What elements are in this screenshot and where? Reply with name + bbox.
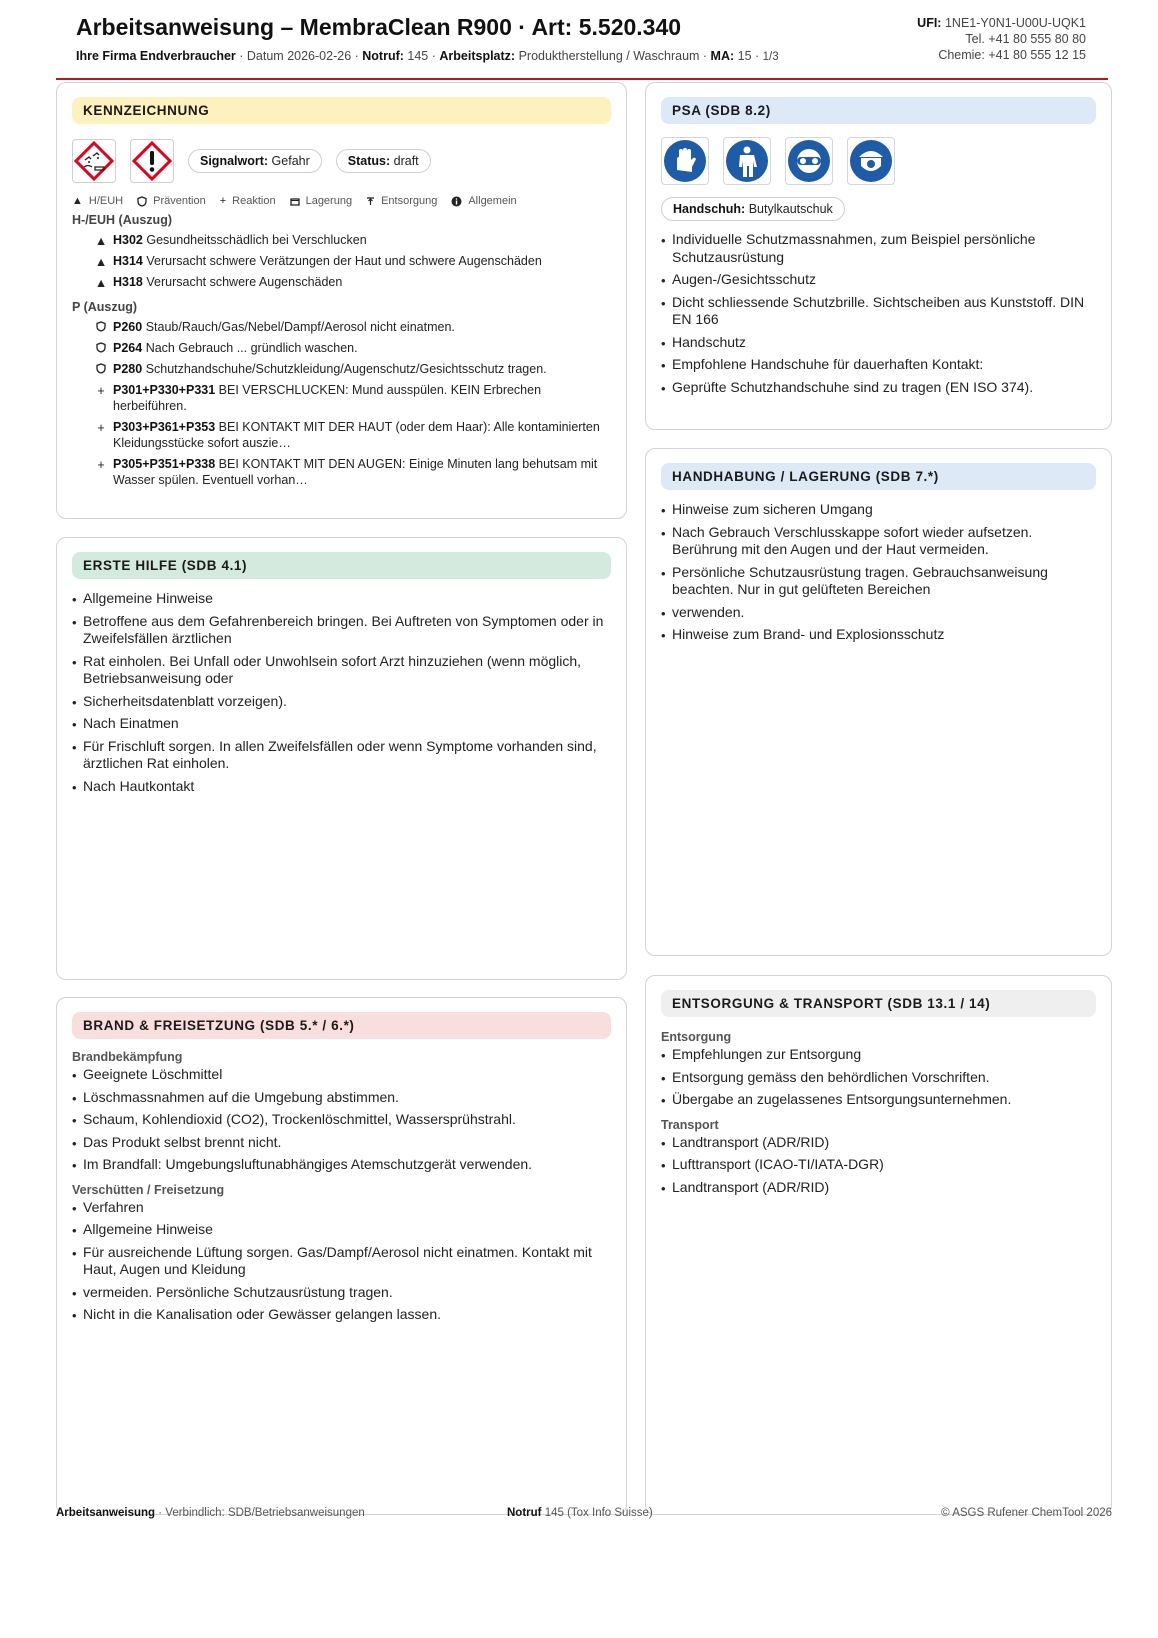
entsorgung-body (661, 1024, 1096, 1201)
panel-title: KENNZEICHNUNG (72, 97, 611, 124)
p-statement: + P301+P330+P331 BEI VERSCHLUCKEN: Mund ausspülen. KEIN Erbrechen herbeiführen. (72, 382, 611, 414)
psa-body (661, 135, 1096, 401)
warning-triangle-icon: ▲ (94, 255, 108, 269)
list-item: • Das Produkt selbst brennt nicht. (72, 1134, 611, 1152)
plus-icon: + (219, 195, 227, 207)
date-label: Datum (246, 49, 284, 63)
list-item: • Schaum, Kohlendioxid (CO2), Trockenlöschmittel, Wassersprühstrahl. (72, 1111, 611, 1129)
disposal-icon (366, 196, 375, 206)
panel-entsorgung-transport (645, 975, 1112, 1515)
signalwort-label: Signalwort: (200, 154, 269, 168)
legend-item: Prävention (137, 195, 206, 207)
date-value: 2026-02-26 (287, 49, 352, 63)
warning-triangle-icon: ▲ (94, 276, 108, 290)
header-subline: Ihre Firma Endverbraucher · Datum 2026-02-26 · Notruf: 145 · Arbeitsplatz: Produktherstellung / Waschraum · MA: 15 · 1/3 (76, 49, 779, 63)
arbeitsplatz-label: Arbeitsplatz: (439, 49, 516, 63)
pictogram-row (72, 137, 611, 185)
storage-box-icon (290, 197, 300, 206)
shield-icon (94, 320, 108, 336)
list-item: • verwenden. (661, 604, 1096, 622)
protective-clothing-icon (723, 137, 771, 185)
brand-body (72, 1044, 611, 1329)
shield-icon (137, 196, 147, 207)
list-item: • Augen-/Gesichtsschutz (661, 271, 1096, 289)
ma-label: MA: (710, 49, 735, 63)
entsorgung-list (661, 1046, 1096, 1109)
ma-value: 15 (737, 49, 752, 63)
signalwort-badge (188, 149, 322, 173)
h-statement: ▲ H302 Gesundheitsschädlich bei Verschlucken (94, 233, 367, 248)
list-item: • Landtransport (ADR/RID) (661, 1179, 1096, 1197)
shield-icon (94, 362, 108, 378)
list-item: • Entsorgung gemäss den behördlichen Vorschriften. (661, 1069, 1096, 1087)
erste-hilfe-body (72, 590, 611, 800)
panel-erste-hilfe (56, 537, 627, 980)
warning-triangle-icon: ▲ (72, 195, 83, 207)
header-divider (56, 78, 1108, 80)
panel-title: ERSTE HILFE (SDB 4.1) (72, 552, 611, 579)
shield-icon (94, 341, 108, 357)
p-statement-list (72, 319, 611, 488)
handhabung-body (661, 501, 1096, 649)
kennzeichnung-body (72, 135, 611, 488)
page-header (56, 12, 1108, 80)
plus-icon: + (97, 458, 105, 472)
h-statement: ▲ H314 Verursacht schwere Verätzungen der Haut und schwere Augenschäden (94, 254, 542, 269)
list-item: • Hinweise zum sicheren Umgang (661, 501, 1096, 519)
list-item: • Geeignete Löschmittel (72, 1066, 611, 1084)
ufi-label: UFI: (917, 16, 942, 30)
ufi-value: 1NE1-Y0N1-U00U-UQK1 (944, 16, 1086, 30)
h-statement-list (72, 232, 611, 290)
status-value: draft (393, 154, 419, 168)
list-item: • Handschutz (661, 334, 1096, 352)
list-item: • Im Brandfall: Umgebungsluftunabhängiges Atemschutzgerät verwenden. (72, 1156, 611, 1174)
entsorgung-subtitle: Entsorgung (661, 1030, 732, 1044)
legend-item: Lagerung (290, 195, 353, 207)
list-item: • Empfohlene Handschuhe für dauerhaften Kontakt: (661, 356, 1096, 374)
p-statement: + P305+P351+P338 BEI KONTAKT MIT DEN AUGEN: Einige Minuten lang behutsam mit Wasser spülen. Eventuell vorhan… (72, 456, 611, 488)
panel-kennzeichnung (56, 82, 627, 519)
list-item: • Individuelle Schutzmassnahmen, zum Beispiel persönliche Schutzausrüstung (661, 231, 1096, 266)
plus-icon: + (97, 384, 105, 398)
legend-item: Entsorgung (366, 195, 437, 207)
erste-hilfe-list (72, 590, 611, 795)
tel-line: Tel. +41 80 555 80 80 (965, 32, 1086, 46)
h-statement: ▲ H318 Verursacht schwere Augenschäden (94, 275, 343, 290)
footer-middle (507, 1507, 653, 1519)
p-statement: + P303+P361+P353 BEI KONTAKT MIT DER HAUT (oder dem Haar): Alle kontaminierten Kleidungsstücke sofort auszie… (72, 419, 611, 451)
status-badge (336, 149, 431, 173)
status-label: Status: (347, 154, 391, 168)
h-statements-title: H-/EUH (Auszug) (72, 213, 172, 227)
page-title: Arbeitsanweisung – MembraClean R900 · Art: 5.520.340 (76, 14, 682, 40)
footer-left: Arbeitsanweisung · Verbindlich: SDB/Betriebsanweisungen (56, 1507, 365, 1519)
list-item: • vermeiden. Persönliche Schutzausrüstung tragen. (72, 1284, 611, 1302)
icon-legend (72, 195, 611, 207)
list-item: • Betroffene aus dem Gefahrenbereich bringen. Bei Auftreten von Symptomen oder in Zweifelsfällen ärztlichen (72, 613, 611, 648)
plus-icon: + (97, 421, 105, 435)
info-icon (451, 196, 462, 207)
chemie-line: Chemie: +41 80 555 12 15 (938, 48, 1086, 62)
ufi-line (917, 15, 1086, 31)
list-item: • Nach Hautkontakt (72, 778, 611, 796)
footer-notruf-label: Notruf (507, 1507, 542, 1519)
company-name: Ihre Firma Endverbraucher (76, 49, 236, 63)
warning-triangle-icon: ▲ (94, 234, 108, 248)
signalwort-value: Gefahr (271, 154, 310, 168)
p-statement: P264 Nach Gebrauch ... gründlich waschen. (72, 340, 611, 356)
list-item: • Hinweise zum Brand- und Explosionsschutz (661, 626, 1096, 644)
footer-binding-note: Verbindlich: SDB/Betriebsanweisungen (165, 1507, 365, 1519)
footer-copyright: © ASGS Rufener ChemTool 2026 (941, 1507, 1112, 1519)
page-number: 1/3 (762, 51, 779, 63)
list-item: • Empfehlungen zur Entsorgung (661, 1046, 1096, 1064)
goggles-icon (785, 137, 833, 185)
list-item: • Für Frischluft sorgen. In allen Zweifelsfällen oder wenn Symptome vorhanden sind, ärztlichen Rat einholen. (72, 738, 611, 773)
brand-list (72, 1066, 611, 1174)
panel-psa (645, 82, 1112, 430)
handschuh-label: Handschuh: (673, 202, 746, 216)
panel-title: HANDHABUNG / LAGERUNG (SDB 7.*) (661, 463, 1096, 490)
list-item: • Sicherheitsdatenblatt vorzeigen). (72, 693, 611, 711)
handschuh-badge (661, 197, 845, 221)
brandbekaempfung-title: Brandbekämpfung (72, 1050, 183, 1064)
list-item: • Nicht in die Kanalisation oder Gewässer gelangen lassen. (72, 1306, 611, 1324)
list-item: • Verfahren (72, 1199, 611, 1217)
footer-doc-type: Arbeitsanweisung (56, 1507, 156, 1519)
p-statement: P280 Schutzhandschuhe/Schutzkleidung/Augenschutz/Gesichtsschutz tragen. (72, 361, 611, 377)
notruf-value: 145 (407, 49, 429, 63)
arbeitsplatz-value: Produktherstellung / Waschraum (518, 49, 700, 63)
p-statements-title: P (Auszug) (72, 300, 138, 314)
header-contact (917, 15, 1086, 63)
footer-notruf-value: 145 (Tox Info Suisse) (544, 1507, 653, 1519)
handschuh-value: Butylkautschuk (748, 202, 833, 216)
exclamation-pictogram-icon (130, 139, 174, 183)
list-item: • Dicht schliessende Schutzbrille. Sichtscheiben aus Kunststoff. DIN EN 166 (661, 294, 1096, 329)
freisetzung-title: Verschütten / Freisetzung (72, 1182, 225, 1197)
corrosion-pictogram-icon (72, 139, 116, 183)
notruf-label: Notruf: (362, 49, 404, 63)
list-item: • Nach Einatmen (72, 715, 611, 733)
panel-title: ENTSORGUNG & TRANSPORT (SDB 13.1 / 14) (661, 990, 1096, 1017)
gloves-icon (661, 137, 709, 185)
list-item: • Landtransport (ADR/RID) (661, 1134, 1096, 1152)
psa-icon-row (661, 137, 1096, 185)
transport-subtitle: Transport (661, 1117, 719, 1132)
legend-item: Allgemein (451, 195, 516, 207)
face-shield-icon (847, 137, 895, 185)
list-item: • Übergabe an zugelassenes Entsorgungsunternehmen. (661, 1091, 1096, 1109)
transport-list (661, 1134, 1096, 1197)
handhabung-list (661, 501, 1096, 644)
panel-brand-freisetzung (56, 997, 627, 1515)
list-item: • Rat einholen. Bei Unfall oder Unwohlsein sofort Arzt hinzuziehen (wenn möglich, Betriebsanweisung oder (72, 653, 611, 688)
panel-title: BRAND & FREISETZUNG (SDB 5.* / 6.*) (72, 1012, 611, 1039)
psa-list (661, 231, 1096, 396)
legend-item: + Reaktion (219, 195, 276, 207)
freisetzung-list (72, 1199, 611, 1324)
list-item: • Löschmassnahmen auf die Umgebung abstimmen. (72, 1089, 611, 1107)
list-item: • Nach Gebrauch Verschlusskappe sofort wieder aufsetzen. Berührung mit den Augen und der Haut vermeiden. (661, 524, 1096, 559)
list-item: • Allgemeine Hinweise (72, 1221, 611, 1239)
legend-item: ▲ H/EUH (72, 195, 124, 207)
p-statement: P260 Staub/Rauch/Gas/Nebel/Dampf/Aerosol nicht einatmen. (72, 319, 611, 335)
list-item: • Persönliche Schutzausrüstung tragen. Gebrauchsanweisung beachten. Nur in gut gelüfteten Bereichen (661, 564, 1096, 599)
list-item: • Allgemeine Hinweise (72, 590, 611, 608)
list-item: • Lufttransport (ICAO-TI/IATA-DGR) (661, 1156, 1096, 1174)
list-item: • Geprüfte Schutzhandschuhe sind zu tragen (EN ISO 374). (661, 379, 1096, 397)
panel-title: PSA (SDB 8.2) (661, 97, 1096, 124)
list-item: • Für ausreichende Lüftung sorgen. Gas/Dampf/Aerosol nicht einatmen. Kontakt mit Haut, Augen und Kleidung (72, 1244, 611, 1279)
panel-handhabung-lagerung (645, 448, 1112, 956)
